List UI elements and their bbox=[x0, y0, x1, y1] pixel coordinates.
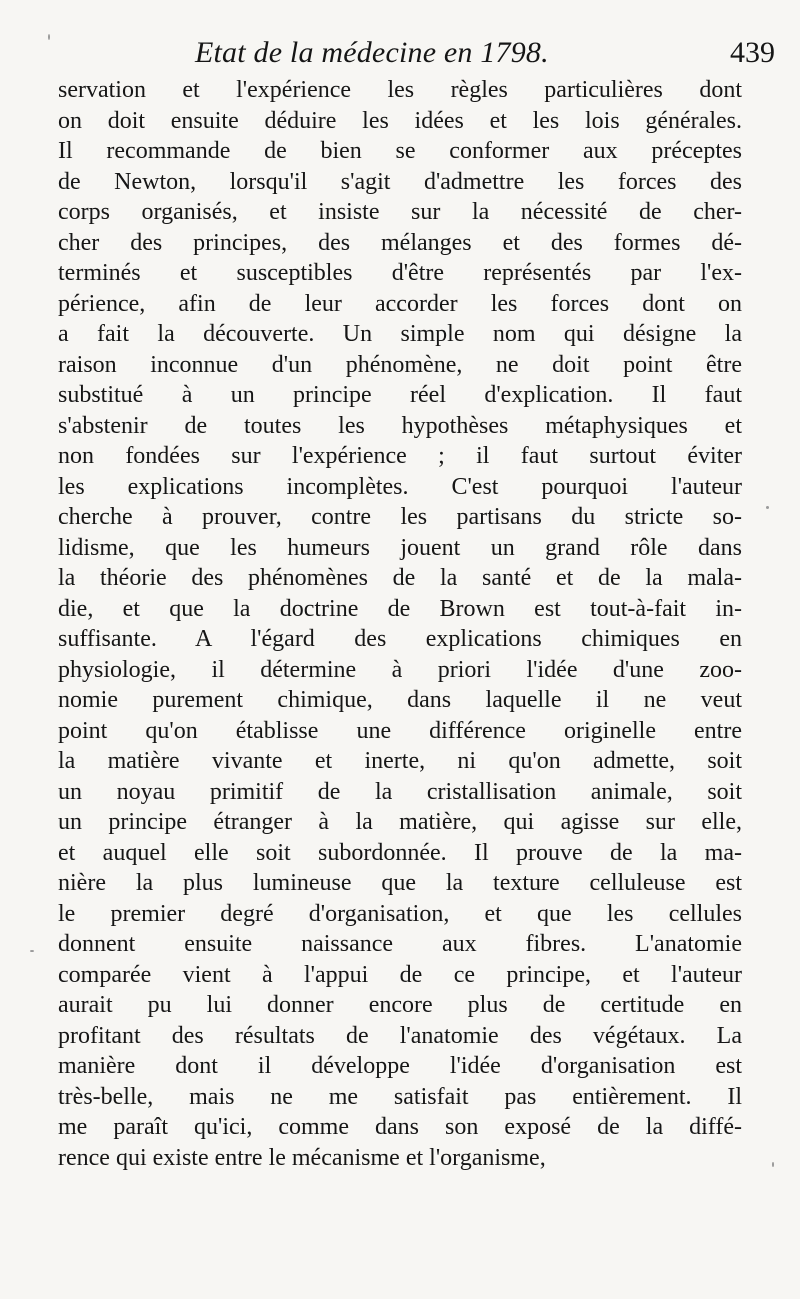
ink-speck bbox=[30, 950, 34, 952]
text-line: lidisme, que les humeurs jouent un grand rôle dans bbox=[58, 534, 742, 561]
text-line: rence qui existe entre le mécanisme et l'organisme, bbox=[58, 1144, 546, 1171]
text-line: de Newton, lorsqu'il s'agit d'admettre les forces des bbox=[58, 168, 742, 195]
text-line: périence, afin de leur accorder les forces dont on bbox=[58, 290, 742, 317]
text-line: me paraît qu'ici, comme dans son exposé de la diffé- bbox=[58, 1114, 742, 1140]
ink-speck bbox=[772, 1162, 774, 1167]
text-line: die, et que la doctrine de Brown est tout-à-fait in- bbox=[58, 595, 742, 622]
text-line: non fondées sur l'expérience ; il faut surtout éviter bbox=[58, 443, 742, 469]
text-line: donnent ensuite naissance aux fibres. L'anatomie bbox=[58, 931, 742, 957]
text-line: terminés et susceptibles d'être représentés par l'ex- bbox=[58, 260, 742, 286]
text-line: physiologie, il détermine à priori l'idée d'une zoo- bbox=[58, 656, 742, 683]
text-line: très-belle, mais ne me satisfait pas entièrement. Il bbox=[58, 1083, 742, 1110]
text-line: cherche à prouver, contre les partisans du stricte so- bbox=[58, 504, 742, 530]
text-line: profitant des résultats de l'anatomie des végétaux. La bbox=[58, 1022, 742, 1049]
text-line: manière dont il développe l'idée d'organisation est bbox=[58, 1053, 742, 1079]
text-line: s'abstenir de toutes les hypothèses métaphysiques et bbox=[58, 412, 742, 439]
text-line: raison inconnue d'un phénomène, ne doit point être bbox=[58, 351, 742, 378]
text-line: servation et l'expérience les règles particulières dont bbox=[58, 77, 742, 103]
body-text bbox=[58, 75, 742, 1173]
text-line: et auquel elle soit subordonnée. Il prouve de la ma- bbox=[58, 839, 742, 866]
text-line: la matière vivante et inerte, ni qu'on admette, soit bbox=[58, 748, 742, 774]
page-header bbox=[195, 36, 775, 76]
text-line: nomie purement chimique, dans laquelle il ne veut bbox=[58, 687, 742, 713]
text-line: les explications incomplètes. C'est pourquoi l'auteur bbox=[58, 473, 742, 500]
text-line: cher des principes, des mélanges et des formes dé- bbox=[58, 229, 742, 256]
page-number: 439 bbox=[730, 36, 775, 69]
text-line: nière la plus lumineuse que la texture celluleuse est bbox=[58, 870, 742, 896]
text-line: point qu'on établisse une différence originelle entre bbox=[58, 717, 742, 744]
text-line: aurait pu lui donner encore plus de certitude en bbox=[58, 992, 742, 1018]
text-line: substitué à un principe réel d'explication. Il faut bbox=[58, 382, 742, 408]
text-line: un principe étranger à la matière, qui agisse sur elle, bbox=[58, 809, 742, 835]
text-line: le premier degré d'organisation, et que les cellules bbox=[58, 900, 742, 927]
ink-speck bbox=[48, 34, 50, 40]
text-line: un noyau primitif de la cristallisation animale, soit bbox=[58, 778, 742, 805]
text-line: corps organisés, et insiste sur la nécessité de cher- bbox=[58, 199, 742, 225]
text-line: comparée vient à l'appui de ce principe, et l'auteur bbox=[58, 961, 742, 988]
text-line: la théorie des phénomènes de la santé et de la mala- bbox=[58, 565, 742, 591]
text-line: suffisante. A l'égard des explications chimiques en bbox=[58, 626, 742, 652]
text-line: Il recommande de bien se conformer aux préceptes bbox=[58, 138, 742, 164]
ink-speck bbox=[766, 506, 769, 509]
running-title: Etat de la médecine en 1798. bbox=[195, 36, 549, 69]
text-line: on doit ensuite déduire les idées et les lois générales. bbox=[58, 107, 742, 134]
text-line: a fait la découverte. Un simple nom qui désigne la bbox=[58, 321, 742, 347]
